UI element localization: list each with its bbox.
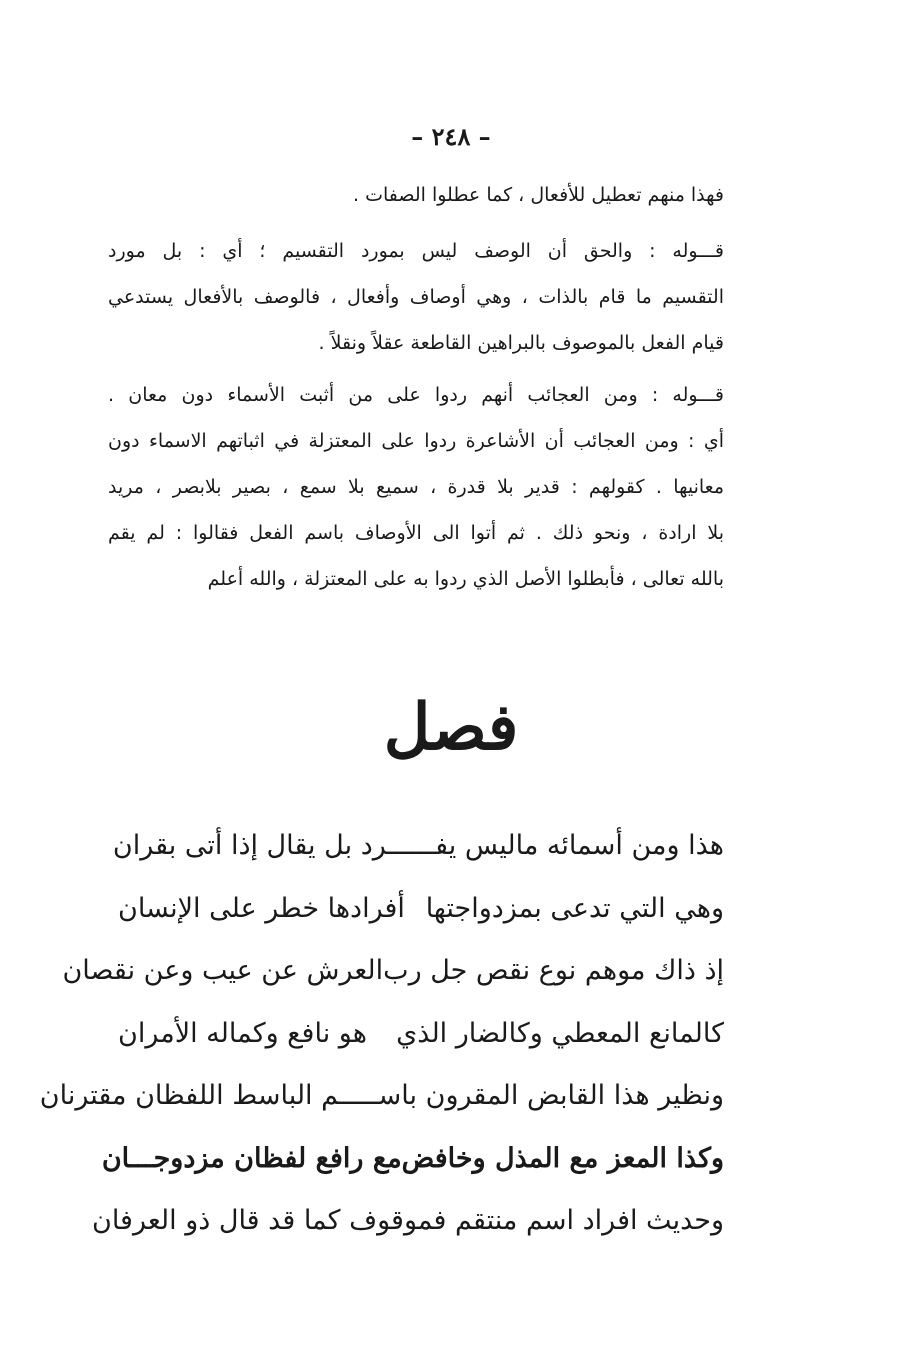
- verse-first-hemistich: وهي التي تدعى بمزدواجتها: [425, 892, 724, 924]
- paragraph-line: فهذا منهم تعطيل للأفعال ، كما عطلوا الصفات .: [353, 184, 724, 206]
- verse-second-hemistich: هو نافع وكماله الأمران: [118, 1017, 367, 1049]
- paragraph-line: قـــوله : ومن العجائب أنهم ردوا على من أثبت الأسماء دون معان .: [108, 384, 724, 406]
- verse-second-hemistich: قوف كما قد قال ذو العرفان: [92, 1205, 404, 1236]
- paragraph-line: معانيها . كقولهم : قدير بلا قدرة ، سميع بلا سمع ، بصير بلابصر ، مريد: [108, 476, 724, 498]
- verse-first-hemistich: هذا ومن أسمائه ماليس يفـــ: [411, 830, 724, 861]
- poem-verse: [92, 1190, 724, 1253]
- paragraph-conclusion: [108, 172, 724, 218]
- verse-second-hemistich: ـــرد بل يقال إذا أتى بقران: [112, 830, 412, 861]
- poem-verse: [62, 940, 724, 1003]
- verse-second-hemistich: ـــم الباسط اللفظان مقترنان: [39, 1080, 363, 1111]
- paragraph-line: بالله تعالى ، فأبطلوا الأصل الذي ردوا به على المعتزلة ، والله أعلم: [207, 568, 724, 590]
- paragraph-line: أي : ومن العجائب أن الأشاعرة ردوا على المعتزلة في اثباتهم الاسماء دون: [108, 430, 724, 452]
- poem-verse: [39, 1065, 724, 1128]
- verse-first-hemistich: إذ ذاك موهم نوع نقص جل رب: [383, 955, 724, 986]
- paragraph-line: قـــوله : والحق أن الوصف ليس بمورد التقسيم ؛ أي : بل مورد: [108, 240, 724, 262]
- paragraph-line: التقسيم ما قام بالذات ، وهي أوصاف وأفعال ، فالوصف بالأفعال يستدعي: [108, 286, 724, 308]
- verse-second-hemistich: العرش عن عيب وعن نقصان: [62, 955, 384, 986]
- verse-second-hemistich: مع رافع لفظان مزدوجـــان: [101, 1142, 402, 1174]
- verse-second-hemistich: أفرادها خطر على الإنسان: [118, 892, 405, 924]
- poem: [39, 815, 724, 1253]
- verse-first-hemistich: كالمانع المعطي وكالضار الذي: [396, 1017, 724, 1049]
- section-heading: فصل: [383, 690, 519, 765]
- poem-verse: [118, 878, 724, 941]
- poem-verse: [118, 1003, 724, 1066]
- paragraph-line: قيام الفعل بالموصوف بالبراهين القاطعة عقلاً ونقلاً .: [318, 332, 724, 354]
- poem-verse: [101, 1128, 724, 1191]
- page-number: – ٢٤٨ –: [411, 122, 491, 151]
- poem-verse: [112, 815, 724, 878]
- verse-first-hemistich: وحديث افراد اسم منتقم فمو: [403, 1205, 724, 1236]
- verse-first-hemistich: وكذا المعز مع المذل وخافض: [401, 1142, 724, 1174]
- verse-first-hemistich: ونظير هذا القابض المقرون باســ: [362, 1080, 724, 1111]
- paragraph-line: بلا ارادة ، ونحو ذلك . ثم أتوا الى الأوصاف باسم الفعل فقالوا : لم يقم: [108, 522, 724, 544]
- paragraph-commentary-1: [108, 228, 724, 366]
- paragraph-commentary-2: [108, 372, 724, 602]
